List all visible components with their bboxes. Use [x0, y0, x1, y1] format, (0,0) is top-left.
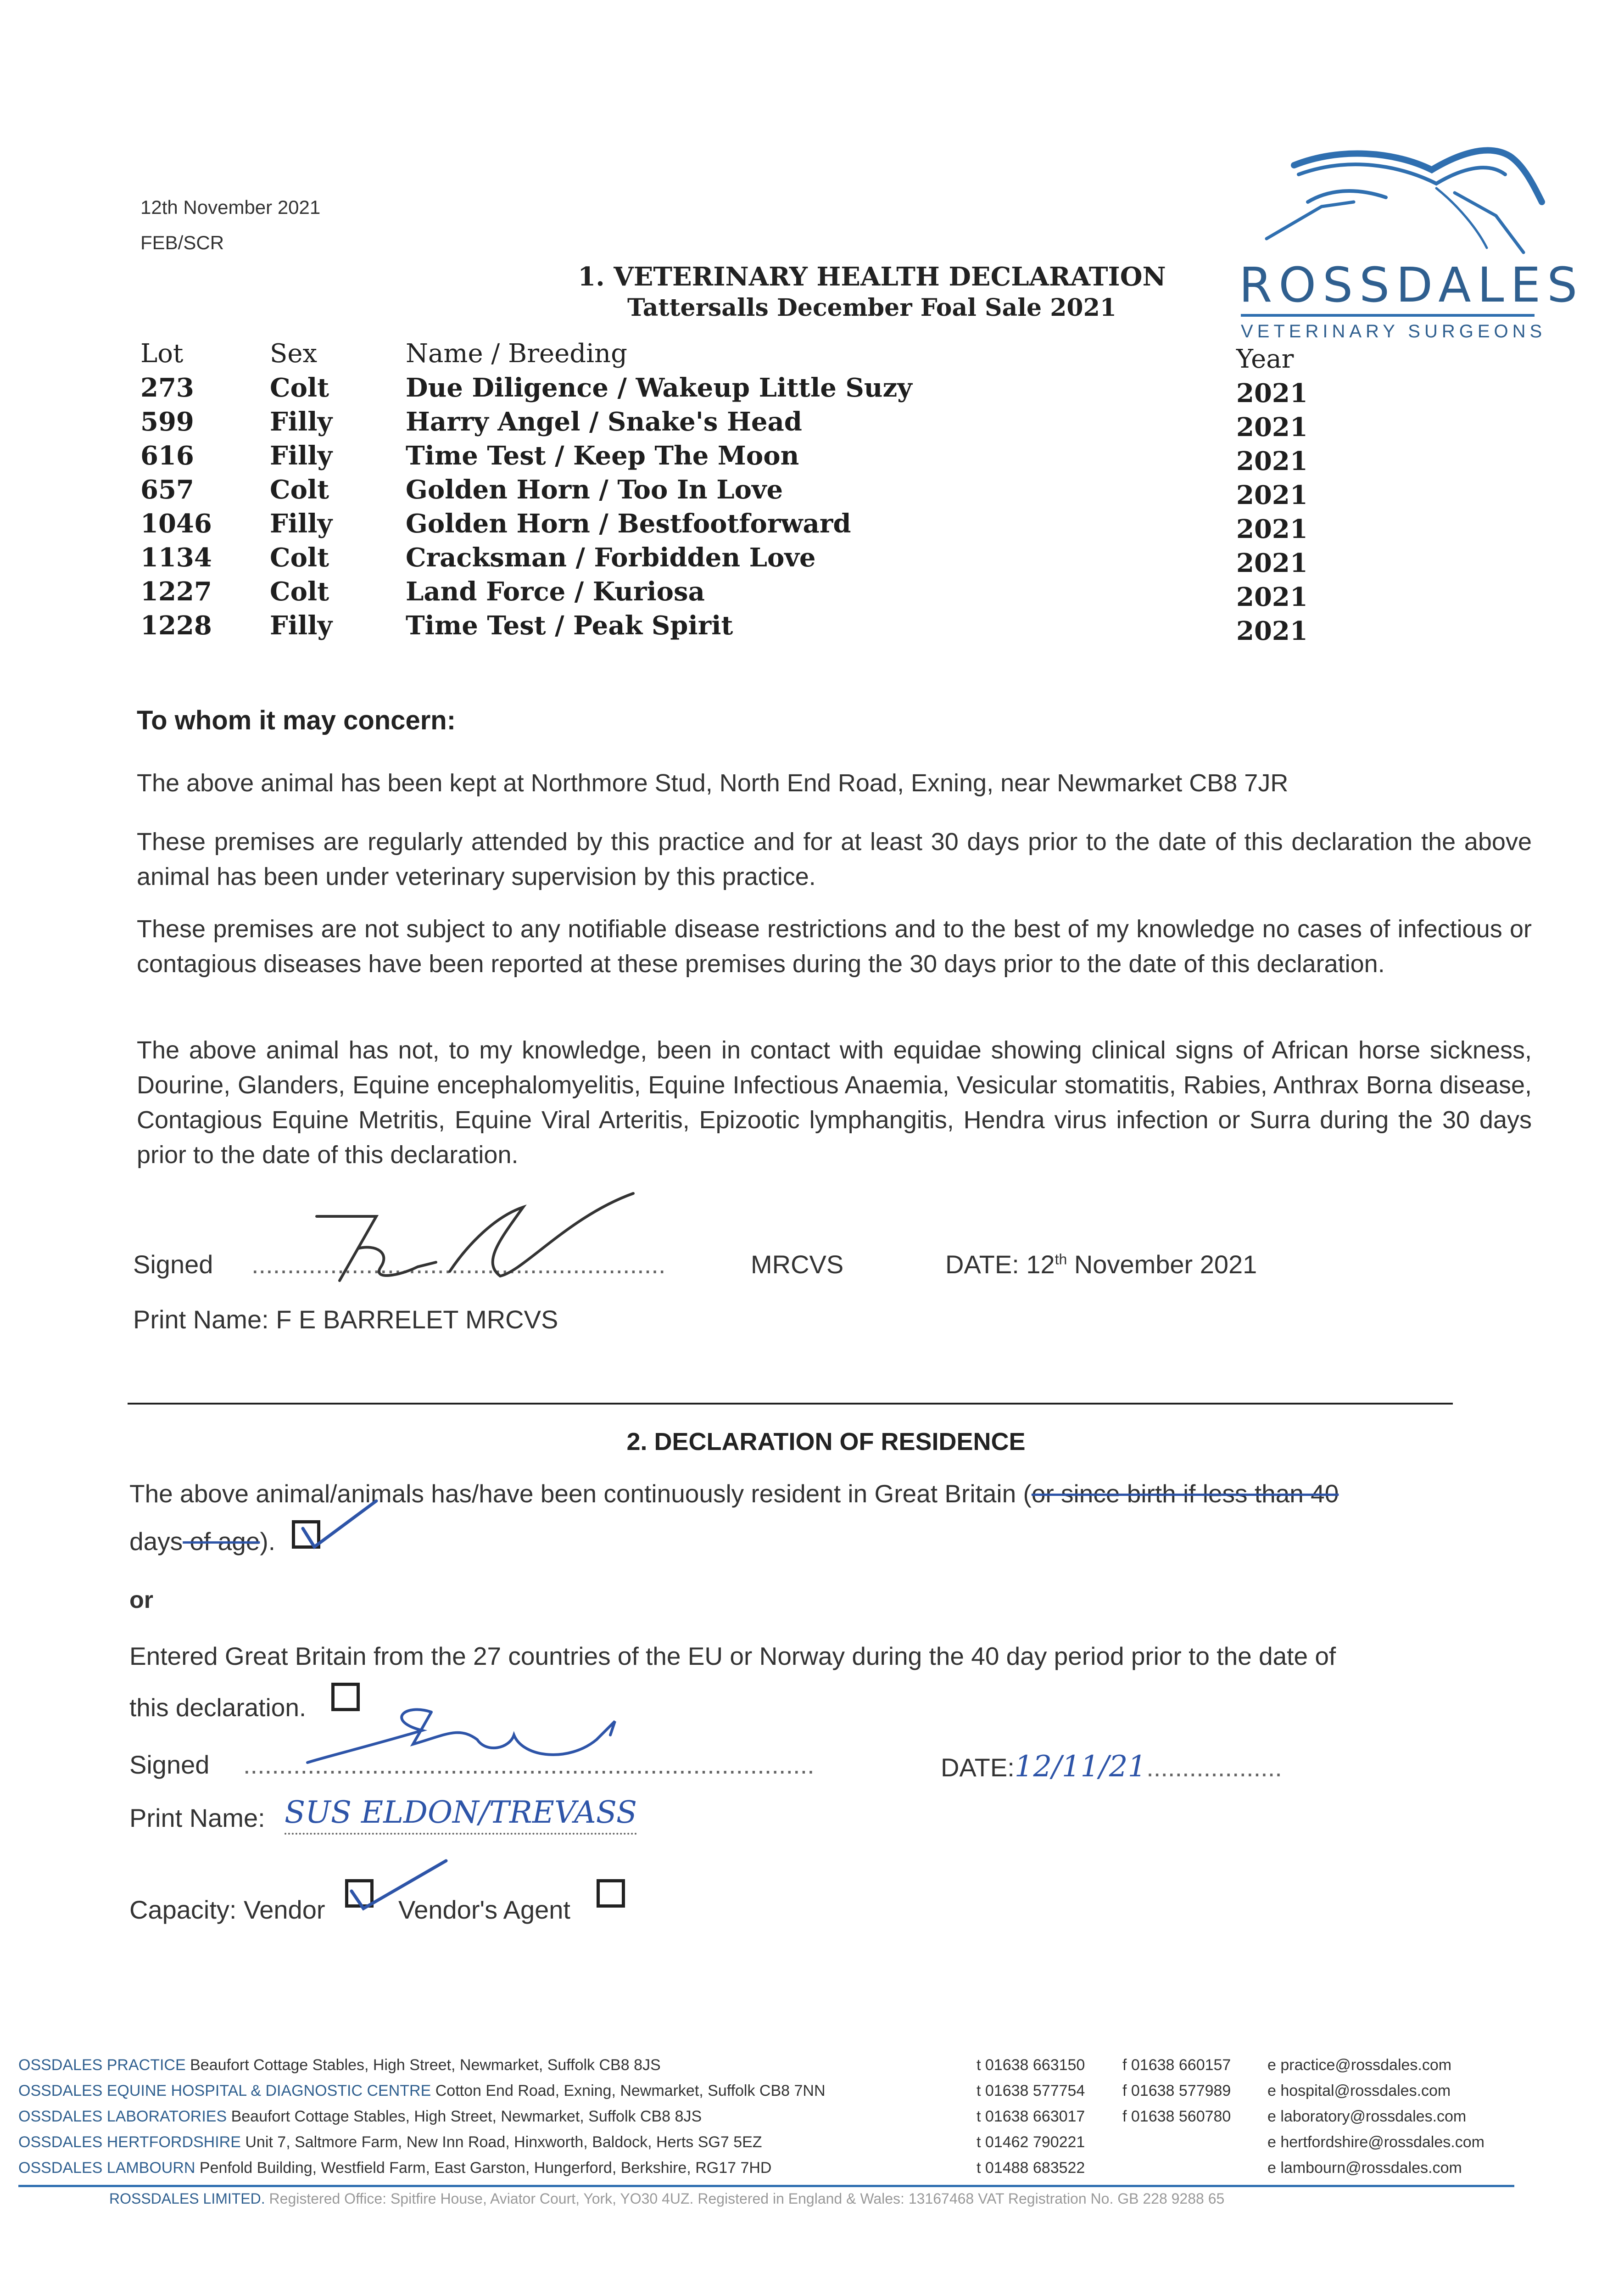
footer-address-label: OSSDALES LAMBOURN	[18, 2159, 195, 2177]
or-label: or	[129, 1587, 153, 1613]
footer-tel: t 01638 577754	[977, 2082, 1085, 2099]
name-breeding: Harry Angel / Snake's Head	[406, 407, 802, 437]
struck-text-age: of age	[183, 1527, 260, 1556]
year: 2021	[1236, 412, 1308, 442]
footer-address-row	[18, 2108, 702, 2126]
year: 2021	[1236, 548, 1308, 578]
sex: Colt	[270, 577, 329, 607]
checkmark-icon	[294, 1496, 385, 1556]
year: 2021	[1236, 514, 1308, 544]
footer-address-label: OSSDALES HERTFORDSHIRE	[18, 2133, 241, 2151]
section2-signed-label: Signed	[129, 1750, 210, 1779]
column-header-year: Year	[1236, 344, 1294, 374]
paragraph-restrictions: These premises are not subject to any notifiable disease restrictions and to the best of my knowledge no cases of infectious or contagious diseases have been reported at these premises during the 30 days prior to the date of this declaration.	[137, 915, 1532, 978]
lot-number: 599	[140, 407, 194, 437]
rossdales-logo	[1239, 138, 1584, 349]
section2-date-label: DATE:	[941, 1753, 1015, 1782]
column-header-name: Name / Breeding	[406, 339, 627, 369]
footer-address-label: OSSDALES LABORATORIES	[18, 2108, 227, 2125]
footer-address-label: OSSDALES EQUINE HOSPITAL & DIAGNOSTIC CENTRE	[18, 2082, 431, 2099]
year: 2021	[1236, 616, 1308, 646]
footer-address-row	[18, 2159, 771, 2177]
name-breeding: Cracksman / Forbidden Love	[406, 543, 816, 573]
handwritten-print-name: SUS ELDON/TREVASS	[285, 1795, 637, 1835]
column-header-sex: Sex	[270, 339, 318, 369]
sex: Filly	[270, 610, 333, 641]
sex: Colt	[270, 543, 329, 573]
year: 2021	[1236, 582, 1308, 612]
footer-email[interactable]: e lambourn@rossdales.com	[1267, 2159, 1462, 2177]
vendor-agent-label: Vendor's Agent	[398, 1895, 570, 1924]
statement-entered-line1: Entered Great Britain from the 27 countries of the EU or Norway during the 40 day period prior to the date of	[129, 1642, 1336, 1670]
name-breeding: Due Diligence / Wakeup Little Suzy	[406, 373, 912, 403]
date-label: DATE: 12	[945, 1250, 1055, 1279]
footer-email[interactable]: e hospital@rossdales.com	[1267, 2082, 1451, 2099]
vendor-agent-checkbox[interactable]	[597, 1879, 625, 1908]
capacity-label: Capacity: Vendor	[129, 1895, 325, 1924]
registration-details: Registered Office: Spitfire House, Aviator Court, York, YO30 4UZ. Registered in England & Wales: 13167468 VAT Registration No. GB 228 9288 65	[269, 2190, 1225, 2207]
lot-number: 273	[140, 373, 194, 403]
footer-tel: t 01488 683522	[977, 2159, 1085, 2177]
column-header-lot: Lot	[140, 339, 184, 369]
footer-tel: t 01462 790221	[977, 2133, 1085, 2151]
company-legal	[109, 2190, 1224, 2207]
qualification: MRCVS	[751, 1250, 844, 1279]
date-rest: November 2021	[1067, 1250, 1257, 1279]
paragraph-premises: The above animal has been kept at Northmore Stud, North End Road, Exning, near Newmarket CB8 7JR	[137, 769, 1289, 797]
footer-email[interactable]: e hertfordshire@rossdales.com	[1267, 2133, 1484, 2151]
statement-entered-line2: this declaration.	[129, 1693, 307, 1722]
footer-fax: f 01638 577989	[1122, 2082, 1231, 2099]
footer-fax: f 01638 660157	[1122, 2056, 1231, 2074]
footer-address-row	[18, 2082, 826, 2100]
footer-fax: f 01638 560780	[1122, 2108, 1231, 2125]
statement-resident-text: The above animal/animals has/have been continuously resident in Great Britain (	[129, 1479, 1032, 1508]
name-breeding: Time Test / Keep The Moon	[406, 441, 799, 471]
logo-subtitle: VETERINARY SURGEONS	[1241, 321, 1546, 341]
vendor-signature	[294, 1694, 652, 1776]
footer-address: Cotton End Road, Exning, Newmarket, Suffolk CB8 7NN	[435, 2082, 826, 2099]
section1-title: 1. VETERINARY HEALTH DECLARATION	[578, 262, 1166, 292]
letter-date: 12th November 2021	[140, 196, 321, 218]
signature-line: ..........................................................	[251, 1250, 666, 1279]
footer-address: Unit 7, Saltmore Farm, New Inn Road, Hinxworth, Baldock, Herts SG7 5EZ	[245, 2133, 762, 2151]
vet-signature	[285, 1189, 679, 1290]
year: 2021	[1236, 480, 1308, 510]
statement-resident-days: days	[129, 1527, 183, 1556]
section2-print-name-label: Print Name:	[129, 1803, 265, 1832]
footer-email[interactable]: e practice@rossdales.com	[1267, 2056, 1452, 2074]
print-name: Print Name: F E BARRELET MRCVS	[133, 1305, 558, 1334]
footer-address-row	[18, 2133, 762, 2151]
date-suffix: th	[1055, 1251, 1067, 1268]
section-divider	[128, 1403, 1453, 1405]
footer-email[interactable]: e laboratory@rossdales.com	[1267, 2108, 1467, 2125]
logo-divider	[1241, 314, 1535, 317]
statement-resident-line2	[129, 1527, 275, 1556]
handwritten-date: 12/11/21	[1014, 1750, 1147, 1784]
lot-number: 657	[140, 475, 194, 505]
logo-name: ROSSDALES	[1239, 257, 1584, 313]
statement-resident-end: ).	[260, 1527, 275, 1556]
footer-tel: t 01638 663017	[977, 2108, 1085, 2125]
year: 2021	[1236, 378, 1308, 409]
date-dots: ...................	[1146, 1753, 1282, 1782]
salutation: To whom it may concern:	[137, 705, 456, 735]
footer-address: Beaufort Cottage Stables, High Street, Newmarket, Suffolk CB8 8JS	[231, 2108, 702, 2125]
declaration-date	[945, 1249, 1257, 1279]
signed-label: Signed	[133, 1250, 213, 1279]
sex: Filly	[270, 407, 333, 437]
company-name: ROSSDALES LIMITED.	[109, 2190, 265, 2207]
footer-address: Beaufort Cottage Stables, High Street, Newmarket, Suffolk CB8 8JS	[190, 2056, 661, 2074]
paragraph-supervision: These premises are regularly attended by this practice and for at least 30 days prior to the date of this declaration the above animal has been under veterinary supervision by this practice.	[137, 828, 1532, 890]
year: 2021	[1236, 446, 1308, 476]
sex: Filly	[270, 441, 333, 471]
paragraph-contact: The above animal has not, to my knowledge, been in contact with equidae showing clinical signs of African horse sickness, Dourine, Glanders, Equine encephalomyelitis, Equine Infectious Anaemia, Vesicular stomatitis, Rabies, Anthrax Borna disease, Contagious Equine Metritis, Equine Viral Arteritis, Epizootic lymphangitis, Hendra virus infection or Surra during the 30 days prior to the date of this declaration.	[137, 1036, 1532, 1169]
lot-number: 1227	[140, 577, 212, 607]
sex: Colt	[270, 475, 329, 505]
letter-reference: FEB/SCR	[140, 232, 224, 253]
footer-address: Penfold Building, Westfield Farm, East Garston, Hungerford, Berkshire, RG17 7HD	[199, 2159, 772, 2177]
footer-rule	[18, 2185, 1514, 2187]
lot-number: 616	[140, 441, 194, 471]
footer-address-label: OSSDALES PRACTICE	[18, 2056, 186, 2074]
section2-date	[941, 1750, 1282, 1784]
footer-tel: t 01638 663150	[977, 2056, 1085, 2074]
name-breeding: Golden Horn / Bestfootforward	[406, 509, 851, 539]
sex: Filly	[270, 509, 333, 539]
lot-number: 1228	[140, 610, 212, 641]
section2-title: 2. DECLARATION OF RESIDENCE	[626, 1428, 1026, 1455]
sex: Colt	[270, 373, 329, 403]
footer-address-row	[18, 2056, 661, 2074]
name-breeding: Golden Horn / Too In Love	[406, 475, 783, 505]
struck-text: or since birth if less than 40	[1031, 1479, 1339, 1508]
name-breeding: Time Test / Peak Spirit	[406, 610, 733, 641]
lot-number: 1046	[140, 509, 212, 539]
section2-signature-line: ................................................................................	[243, 1750, 815, 1779]
lot-number: 1134	[140, 543, 212, 573]
horse-logo-icon	[1239, 138, 1551, 257]
section1-subtitle: Tattersalls December Foal Sale 2021	[627, 294, 1116, 322]
name-breeding: Land Force / Kuriosa	[406, 577, 705, 607]
